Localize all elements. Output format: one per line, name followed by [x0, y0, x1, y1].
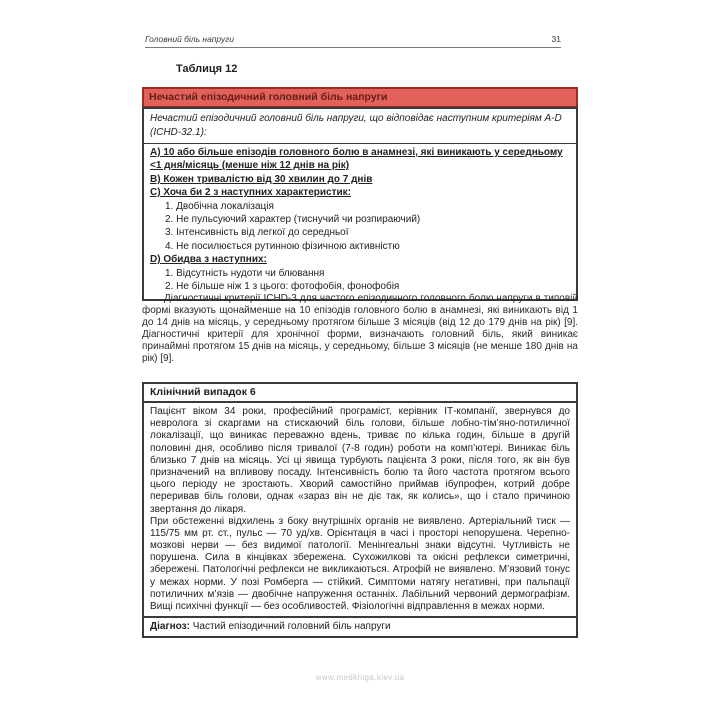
running-head-title: Головний біль напруги	[145, 34, 235, 44]
clinical-case-paragraph: При обстеженні відхилень з боку внутрішніх органів не виявлено. Артеріальний тиск — 115/75 мм рт. ст., пульс — 70 уд/хв. Орієнтація в часі і просторі непорушена. Черепно-мозкові нерви — без видимої патології. Менінгеальні знаки відсутні. Чутливість не порушена. Сила в кінцівках збережена. Сухожилкові та окісні рефлекси симетричні, збережені. Патологічні рефлекси не викликаються. Атрофій не виявлено. М’язовий тонус у межах норми. У позі Ромберга — стійкий. Симптоми натягу негативні, при пальпації потиличних м’язів — двобічне напруження останніх. Лабільний червоний дермографізм. Вищі психічні функції — без особливостей. Фізіологічні відправлення в межах норми.	[150, 515, 570, 612]
criterion	[150, 173, 570, 186]
criterion	[150, 186, 570, 253]
criterion-items	[150, 200, 570, 254]
criterion-items	[150, 267, 570, 294]
diagnosis-text: Частий епізодичний головний біль напруги	[189, 621, 391, 633]
list-item: 2. Не пульсуючий характер (тиснучий чи розпираючий)	[165, 213, 421, 225]
criterion	[150, 146, 570, 173]
clinical-case-header: Клінічний випадок 6	[144, 384, 576, 403]
clinical-case-body	[144, 403, 576, 616]
clinical-case-box	[142, 382, 578, 638]
table-caption: Таблиця 12	[176, 63, 238, 75]
running-head	[145, 34, 561, 48]
list-item: 4. Не посилюється рутинною фізичною активністю	[165, 240, 400, 252]
diagnostic-criteria-paragraph: Діагностичні критерії ICHD-3 для частого епізодичного головного болю напруги в типовій формі вказують щонайменше на 10 епізодів головного болю в анамнезі, які виникають від 1 до 14 днів на місяць, у середньому протягом більше 3 місяців (від 12 до 179 днів на рік) [9]. Діагностичні критерії для хронічної форми, визначають головний біль, який виникає принаймні протягом 15 днів на місяць, у середньому, більше 3 місяців (не менше 180 днів на рік) [9].	[142, 293, 578, 364]
list-item: 1. Відсутність нудоти чи блювання	[165, 267, 325, 279]
criterion-label: А) 10 або більше епізодів головного болю в анамнезі, які виникають у середньому <1 дня/місяць (менше ніж 12 днів на рік)	[150, 147, 563, 172]
list-item: 1. Двобічна локалізація	[165, 200, 274, 212]
clinical-case-paragraph: Пацієнт віком 34 роки, професійний програміст, керівник ІТ-компанії, звернувся до невролога зі скаргами на стискаючий біль голови, більше лобно-тім’яно-потиличної локалізації, що виникає переважно вдень, триває по кілька годин, більше в другій половині дня, особливо після тривалої (7-8 годин) роботи на комп’ютері. Виникає біль близько 7 днів на місяць. Усі ці явища турбують пацієнта 3 роки, після того, як він був призначений на впливову посаду. Інтенсивність болю та його частота протягом всього цього періоду не зростають. Хворий самостійно приймав ібупрофен, котрий добре переривав біль голови, однак «зараз він не діє так, як колись», що і стало причиною звертання до лікаря.	[150, 406, 570, 515]
criterion-label: В) Кожен тривалістю від 30 хвилин до 7 днів	[150, 173, 373, 185]
criterion-label: D) Обидва з наступних:	[150, 254, 267, 266]
table-header-banner: Нечастий епізодичний головний біль напруги	[142, 87, 578, 108]
website-footer: www.medkniga.kiev.ua	[315, 673, 405, 682]
criteria-table	[142, 107, 578, 301]
list-item: 3. Інтенсивність від легкої до середньої	[165, 227, 349, 239]
diagnosis-label: Діагноз:	[150, 621, 190, 633]
list-item: 2. Не більше ніж 1 з цього: фотофобія, фонофобія	[165, 280, 400, 292]
criterion	[150, 253, 570, 293]
diagnosis-row	[144, 616, 576, 636]
page-number: 31	[551, 34, 561, 44]
criterion-label: С) Хоча би 2 з наступних характеристик:	[150, 187, 351, 199]
criteria-list	[144, 144, 576, 299]
criteria-intro: Нечастий епізодичний головний біль напруги, що відповідає наступним критеріям A-D (ICHD-32.1):	[144, 109, 576, 144]
